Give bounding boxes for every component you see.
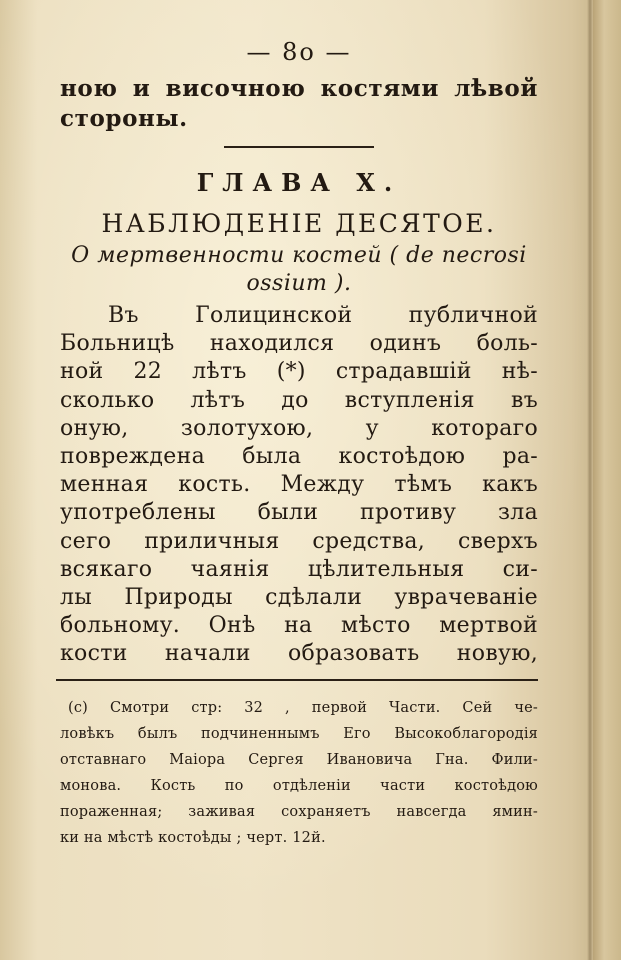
page-content	[60, 38, 538, 851]
body-line: Больницѣ находился одинъ боль-	[60, 331, 538, 357]
continuation-line: ною и височною костями лѣвой	[60, 75, 538, 102]
body-line: употреблены были противу зла	[60, 500, 538, 526]
body-line: сколько лѣтъ до вступленiя въ	[60, 387, 538, 413]
continuation-text	[60, 74, 538, 134]
subtitle-line: О мертвенности костей ( de necrosi	[71, 243, 527, 268]
body-line: всякаго чаянiя цѣлительныя си-	[60, 556, 538, 582]
subtitle-line: ossium ).	[246, 271, 352, 296]
subtitle	[60, 242, 538, 298]
footnote-line: ловѣкъ былъ подчиненнымъ Его Высокоблагородiя	[60, 725, 538, 742]
footnote-divider	[56, 679, 538, 681]
body-line: менная кость. Между тѣмъ какъ	[60, 472, 538, 498]
body-line: больному. Онѣ на мѣсто мертвой	[60, 613, 538, 639]
body-paragraph	[60, 302, 538, 669]
section-divider	[224, 146, 374, 148]
footnote	[60, 695, 538, 851]
body-line: Въ Голицинской публичной	[108, 303, 538, 328]
observation-title: НАБЛЮДЕНIЕ ДЕСЯТОЕ.	[101, 209, 497, 238]
footnote-line: пораженная; заживая сохраняетъ навсегда ямин-	[60, 803, 538, 820]
body-line: сего приличныя средства, сверхъ	[60, 528, 538, 554]
continuation-line: стороны.	[60, 105, 188, 132]
body-line: оную, золотухою, у котораго	[60, 415, 538, 441]
page-number: — 8о —	[246, 38, 352, 66]
footnote-line: (с) Смотри стр: 32 , первой Части. Сей че-	[68, 699, 538, 716]
body-line: повреждена была костоѣдою ра-	[60, 444, 538, 470]
footnote-line: ки на мѣстѣ костоѣды ; черт. 12й.	[60, 829, 326, 846]
body-line: лы Природы сдѣлали уврачеванiе	[60, 585, 538, 611]
footnote-line: отставнаго Маiора Сергея Ивановича Гна. Фили-	[60, 751, 538, 768]
body-line: кости начали образовать новую,	[60, 641, 538, 667]
footnote-line: монова. Кость по отдѣленiи части костоѣдою	[60, 777, 538, 794]
body-line: ной 22 лѣтъ (*) страдавшiй нѣ-	[60, 359, 538, 385]
chapter-title: ГЛАВА X.	[196, 168, 402, 197]
